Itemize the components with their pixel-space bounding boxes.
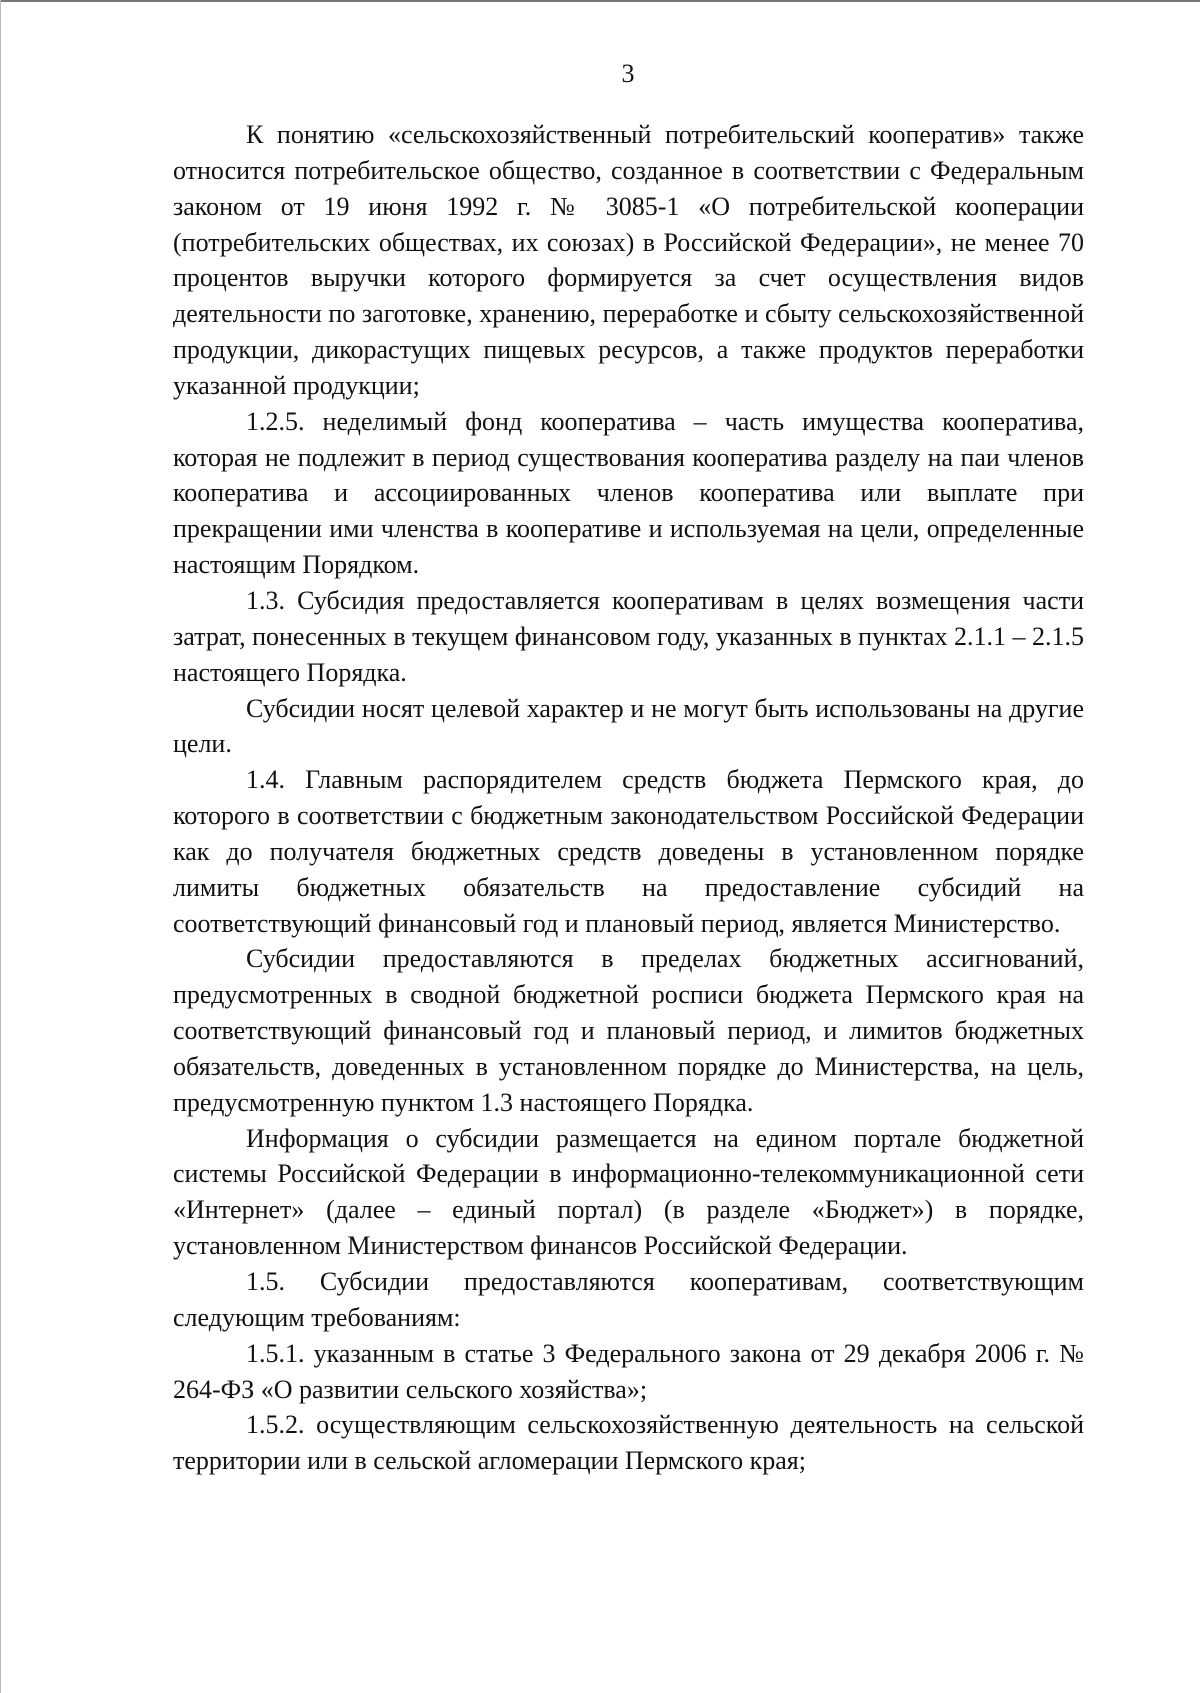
paragraph-cooperative-definition: К понятию «сельскохозяйственный потребительский кооператив» также относится потребительское общество, созданное в соответствии с Федеральным законом от 19 июня 1992 г. № 3085-1 «О потребительской кооперации (потребительских обществах, их союзах) в Российской Федерации», не менее 70 процентов выручки которого формируется за счет осуществления видов деятельности по заготовке, хранению, переработке и сбыту сельскохозяйственной продукции, дикорастущих пищевых ресурсов, а также продуктов переработки указанной продукции; <box>173 120 1084 400</box>
document-body <box>173 117 1084 1479</box>
scan-edge-top <box>0 0 1200 2</box>
paragraph-1-4: 1.4. Главным распорядителем средств бюджета Пермского края, до которого в соответствии с бюджетным законодательством Российской Федерации как до получателя бюджетных средств доведены в установленном порядке лимиты бюджетных обязательств на предоставление субсидий на соответствующий финансовый год и плановый период, является Министерство. <box>173 765 1084 938</box>
paragraph-subsidy-purpose: Субсидии носят целевой характер и не могут быть использованы на другие цели. <box>173 693 1084 759</box>
paragraph-1-5-1: 1.5.1. указанным в статье 3 Федерального закона от 29 декабря 2006 г. № 264-ФЗ «О развитии сельского хозяйства»; <box>173 1338 1084 1404</box>
paragraph-portal-info: Информация о субсидии размещается на едином портале бюджетной системы Российской Федерации в информационно-телекоммуникационной сети «Интернет» (далее – единый портал) (в разделе «Бюджет») в порядке, установленном Министерством финансов Российской Федерации. <box>173 1123 1084 1261</box>
paragraph-budget-limits: Субсидии предоставляются в пределах бюджетных ассигнований, предусмотренных в сводной бюджетной росписи бюджета Пермского края на соответствующий финансовый год и плановый период, и лимитов бюджетных обязательств, доведенных в установленном порядке до Министерства, на цель, предусмотренную пунктом 1.3 настоящего Порядка. <box>173 944 1084 1117</box>
paragraph-1-5-2: 1.5.2. осуществляющим сельскохозяйственную деятельность на сельской территории или в сельской агломерации Пермского края; <box>173 1410 1084 1476</box>
page-number: 3 <box>621 59 635 88</box>
paragraph-1-3: 1.3. Субсидия предоставляется кооперативам в целях возмещения части затрат, понесенных в текущем финансовом году, указанных в пунктах 2.1.1 – 2.1.5 настоящего Порядка. <box>173 585 1084 687</box>
paragraph-1-5: 1.5. Субсидии предоставляются кооперативам, соответствующим следующим требованиям: <box>173 1267 1084 1332</box>
paragraph-1-2-5: 1.2.5. неделимый фонд кооператива – часть имущества кооператива, которая не подлежит в период существования кооператива разделу на паи членов кооператива и ассоциированных членов кооператива или выплате при прекращении ими членства в кооперативе и используемая на цели, определенные настоящим Порядком. <box>173 406 1084 580</box>
scan-edge-left <box>0 0 1 1693</box>
